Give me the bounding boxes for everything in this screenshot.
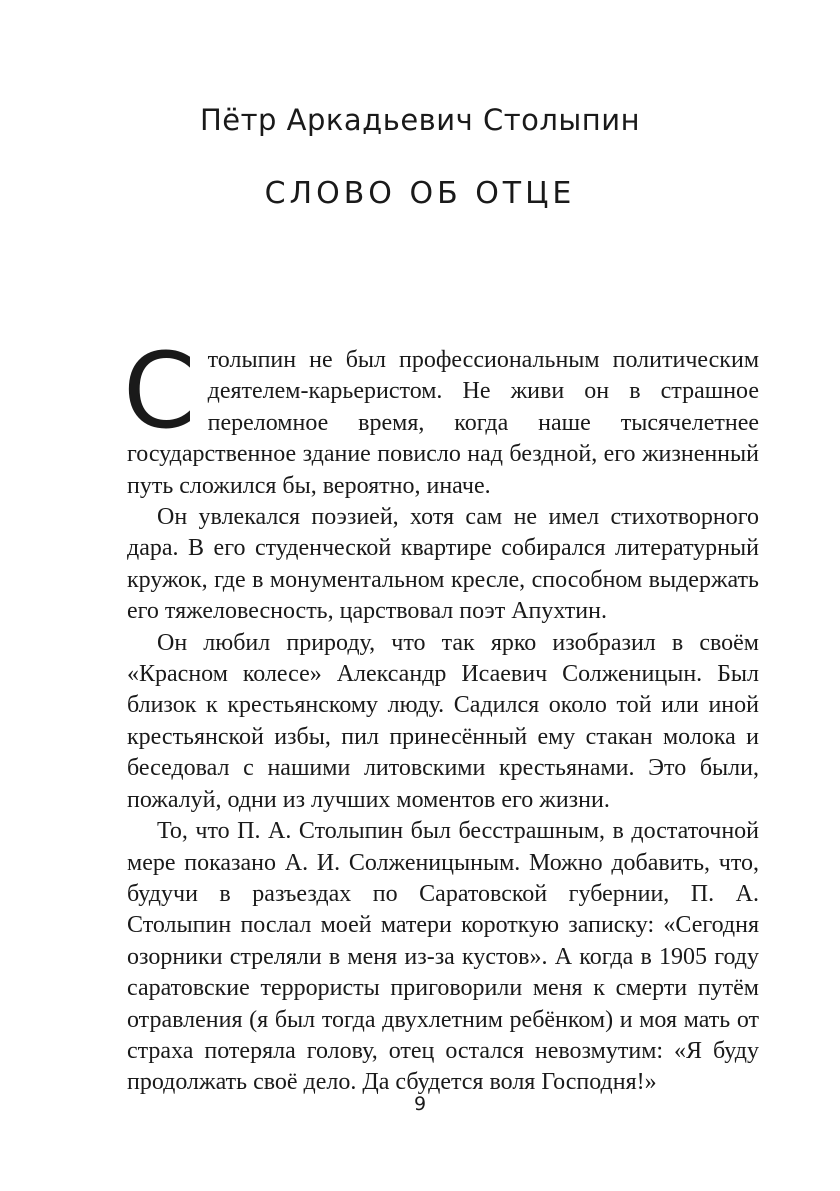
author-name: Пётр Аркадьевич Столыпин	[199, 103, 641, 137]
paragraph-4: То, что П. А. Столыпин был бесстрашным, в достаточной мере показано А. И. Солженицыным. Можно добавить, что, будучи в разъездах по Саратовской губернии, П. А. Столыпин послал моей матери короткую записку: «Сегодня озорники стреляли в меня из-за кустов». А когда в 1905 году саратовские террористы приговорили меня к смерти путём отравления (я был тогда двухлетним ребёнком) и моя мать от страха потеряла голову, отец остался невозмутим: «Я буду продолжать своё дело. Да сбудется воля Господня!»	[127, 818, 759, 1096]
paragraph-1	[123, 330, 759, 502]
paragraph-3: Он любил природу, что так ярко изобразил в своём «Красном колесе» Александр Исаевич Солженицын. Был близок к крестьянскому люду. Садился около той или иной крестьянской избы, пил принесённый ему стакан молока и беседовал с нашими литовскими крестьянами. Это были, пожалуй, одни из лучших моментов его жизни.	[127, 629, 759, 813]
paragraph-2: Он увлекался поэзией, хотя сам не имел стихотворного дара. В его студенческой квартире собирался литературный кружок, где в монументальном кресле, способном выдержать его тяжеловесность, царствовал поэт Апухтин.	[127, 504, 759, 625]
drop-cap: С	[123, 330, 196, 452]
chapter-title: СЛОВО ОБ ОТЦЕ	[264, 176, 576, 211]
article-body	[123, 330, 759, 1099]
paragraph-1-text: толыпин не был профессиональным политическим деятелем-карьеристом. Не живи он в страшное переломное время, когда наше тысячелетнее государственное здание повисло над бездной, его жизненный путь сложился бы, вероятно, иначе.	[127, 347, 759, 499]
page-number: 9	[413, 1093, 427, 1115]
